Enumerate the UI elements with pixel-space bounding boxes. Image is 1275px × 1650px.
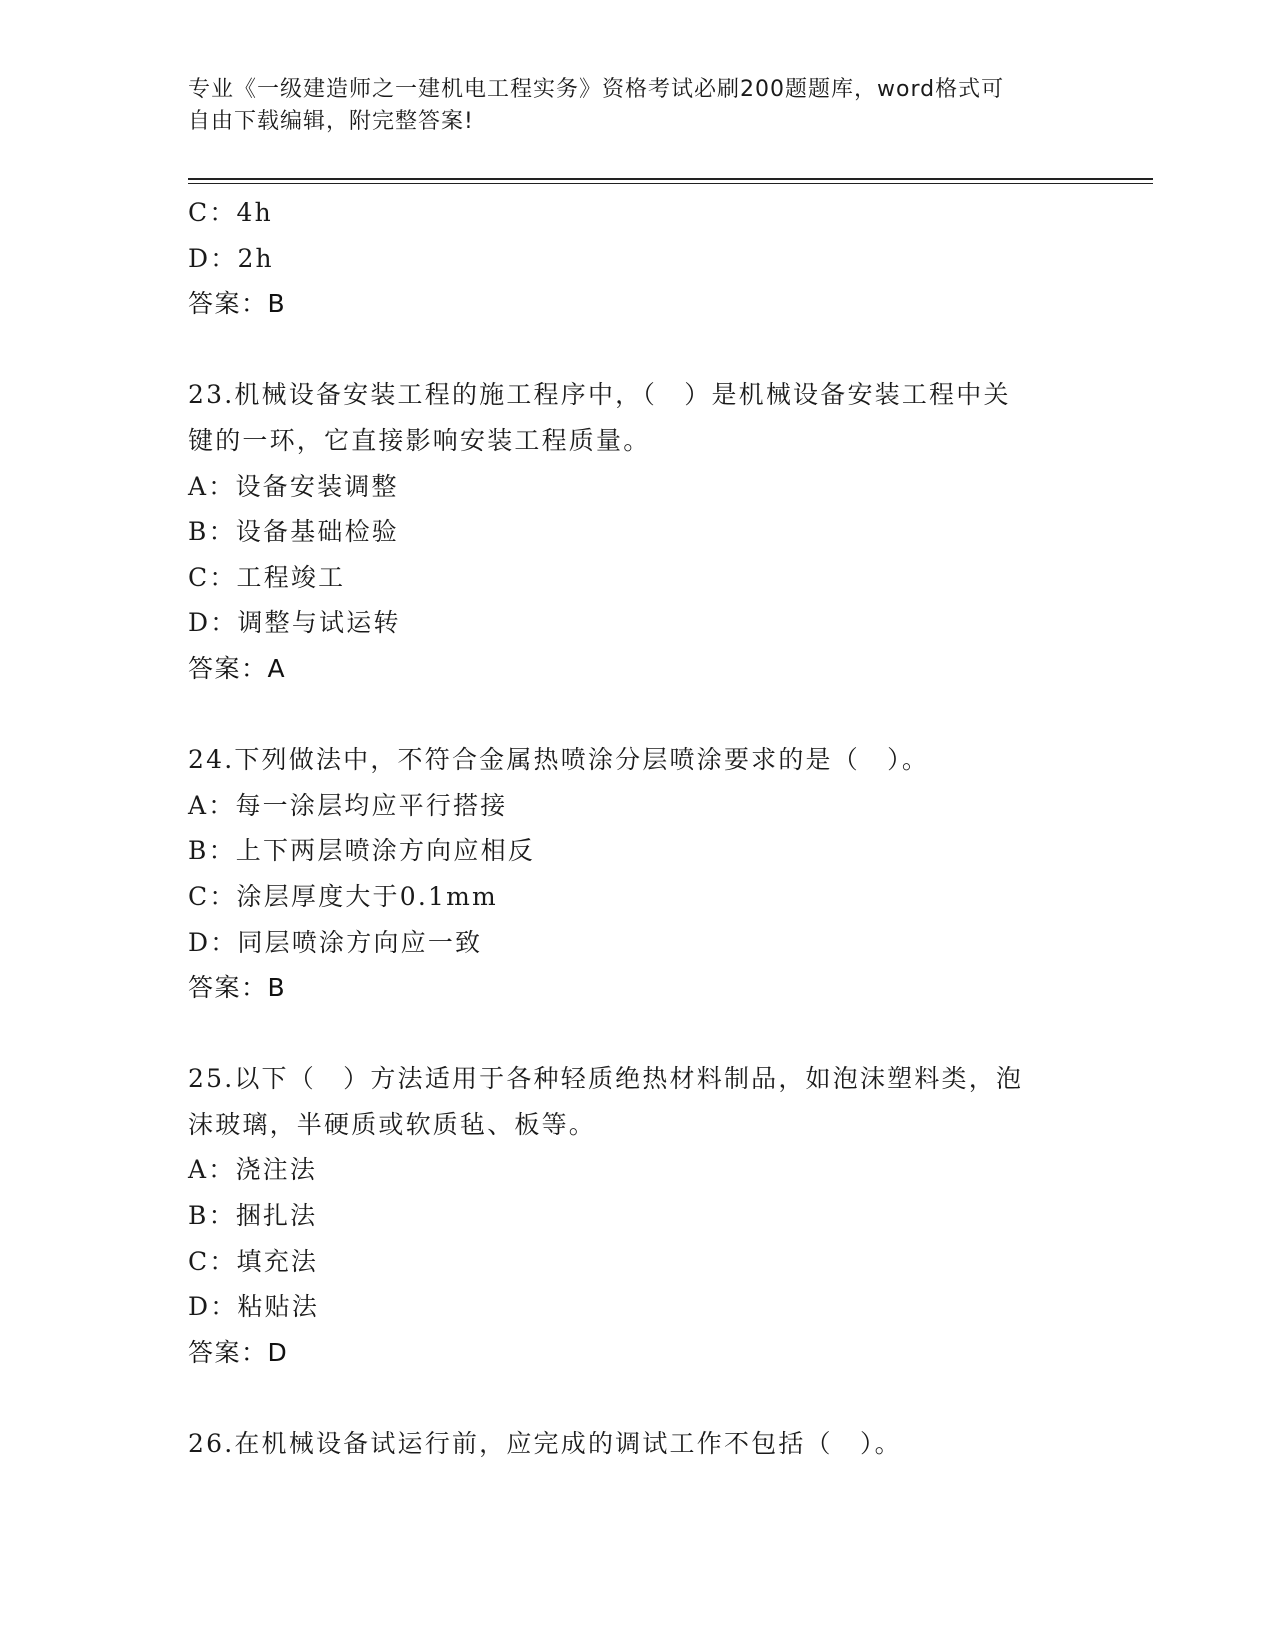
option-text: 2h	[237, 243, 274, 273]
option-label: C：	[188, 881, 237, 911]
option-line	[188, 783, 1088, 829]
question-stem-line: 23.机械设备安装工程的施工程序中，（ ）是机械设备安装工程中关	[188, 380, 1011, 410]
answer-line: 答案：D	[188, 1337, 289, 1367]
option-label: C：	[188, 1246, 237, 1276]
option-label: A：	[188, 1155, 236, 1185]
question-stem-line: 25.以下（ ）方法适用于各种轻质绝热材料制品，如泡沫塑料类，泡	[188, 1064, 1024, 1094]
header-rule-thin	[188, 183, 1153, 184]
option-text: 工程竣工	[236, 562, 346, 592]
option-text: 调整与试运转	[237, 608, 401, 638]
option-line	[188, 600, 1088, 646]
option-label: D：	[188, 927, 238, 957]
option-label: D：	[188, 608, 238, 638]
header-line-2: 自由下载编辑，附完整答案!	[188, 109, 474, 134]
question-stem-line: 24.下列做法中，不符合金属热喷涂分层喷涂要求的是（ ）。	[188, 745, 930, 775]
question-stem-line: 沫玻璃，半硬质或软质毡、板等。	[188, 1109, 597, 1139]
option-label: A：	[188, 790, 236, 820]
question-26	[188, 1421, 1088, 1467]
option-text: 捆扎法	[235, 1201, 318, 1231]
question-24	[188, 737, 1088, 1011]
answer-line: 答案：B	[188, 973, 287, 1003]
option-label: C：	[188, 562, 237, 592]
header-rule-thick	[188, 178, 1153, 180]
option-line	[188, 1239, 1088, 1285]
option-text: 设备安装调整	[235, 471, 399, 501]
option-label: D：	[188, 1292, 238, 1322]
option-text: 同层喷涂方向应一致	[237, 927, 483, 957]
spacer	[188, 1011, 1088, 1057]
option-line	[188, 920, 1088, 966]
answer-line: 答案：B	[188, 289, 287, 319]
option-line	[188, 1193, 1088, 1239]
spacer	[188, 692, 1088, 738]
option-text: 4h	[236, 198, 273, 227]
answer-line: 答案：A	[188, 653, 287, 683]
option-line	[188, 190, 1088, 236]
prev-question-block	[188, 190, 1088, 327]
option-text: 涂层厚度大于0.1mm	[236, 881, 498, 911]
option-label: B：	[188, 836, 236, 866]
option-text: 设备基础检验	[235, 517, 399, 547]
spacer	[188, 1375, 1088, 1421]
spacer	[188, 327, 1088, 373]
option-line	[188, 464, 1088, 510]
option-label: C：	[188, 198, 237, 227]
option-label: D：	[188, 243, 238, 273]
question-content	[188, 190, 1088, 1467]
option-label: A：	[188, 471, 236, 501]
question-25	[188, 1056, 1088, 1375]
option-text: 粘贴法	[237, 1292, 320, 1322]
question-stem-line: 键的一环，它直接影响安装工程质量。	[188, 425, 651, 455]
option-text: 上下两层喷涂方向应相反	[235, 836, 535, 866]
option-label: B：	[188, 517, 236, 547]
option-line	[188, 1284, 1088, 1330]
option-line	[188, 1147, 1088, 1193]
option-text: 浇注法	[235, 1155, 318, 1185]
question-stem-line: 26.在机械设备试运行前，应完成的调试工作不包括（ ）。	[188, 1429, 902, 1459]
option-text: 填充法	[236, 1246, 319, 1276]
option-label: B：	[188, 1201, 236, 1231]
option-text: 每一涂层均应平行搭接	[235, 790, 508, 820]
option-line	[188, 236, 1088, 282]
option-line	[188, 509, 1088, 555]
option-line	[188, 874, 1088, 920]
option-line	[188, 555, 1088, 601]
option-line	[188, 828, 1088, 874]
question-23	[188, 372, 1088, 691]
page-header	[188, 74, 1068, 138]
header-line-1: 专业《一级建造师之一建机电工程实务》资格考试必刷200题题库，word格式可	[188, 77, 1005, 102]
